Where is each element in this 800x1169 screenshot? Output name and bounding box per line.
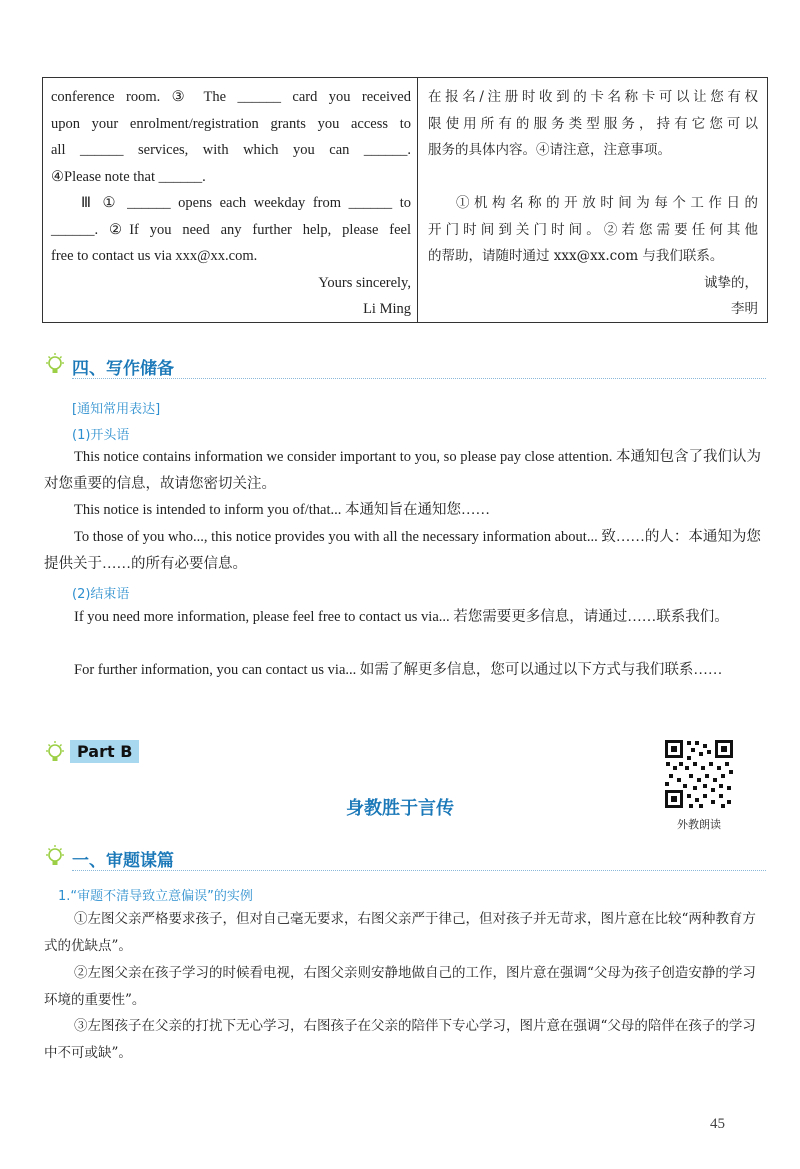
example-subtitle: 1.“审题不清导致立意偏误”的实例 [58, 889, 253, 904]
letter-zh-closing: 诚挚的， [704, 274, 758, 291]
opening-label: (1)开头语 [72, 428, 130, 443]
letter-zh-line: ①机构名称的开放时间为每个工作日的 [456, 195, 758, 211]
paragraph: If you need more information, please feel free to contact us via... 若您需要更多信息，请通过……联系我们。 [74, 609, 729, 625]
letter-en-line: all ______ services, with which you can ______. [51, 142, 411, 158]
letter-table [42, 77, 768, 323]
paragraph: For further information, you can contact us via... 如需了解更多信息，您可以通过以下方式与我们联系…… [74, 662, 723, 678]
letter-zh-line: 在报名/注册时收到的卡名称卡可以让您有权 [428, 89, 758, 105]
table-divider [417, 78, 418, 322]
lightbulb-icon [44, 352, 66, 378]
letter-en-signature: Li Ming [363, 301, 411, 317]
letter-chinese-column [428, 84, 758, 323]
letter-en-line: ______. ②If you need any further help, please feel [51, 221, 411, 238]
page-number: 45 [710, 1116, 725, 1132]
letter-zh-signature: 李明 [731, 301, 758, 317]
letter-zh-line: 的帮助，请随时通过 xxx@xx.com 与我们联系。 [428, 248, 724, 264]
letter-en-line: free to contact us via xxx@xx.com. [51, 248, 258, 264]
letter-en-line: ④Please note that ______. [51, 168, 206, 185]
letter-zh-line: 服务的具体内容。④请注意，注意事项。 [428, 142, 671, 158]
lightbulb-icon [44, 740, 66, 766]
paragraph: This notice is intended to inform you of/that... 本通知旨在通知您…… [74, 502, 491, 518]
part-b-label: Part B [70, 740, 139, 763]
qr-caption: 外教朗读 [677, 818, 721, 831]
letter-en-line: upon your enrolment/registration grants you access to [51, 115, 411, 132]
section-analysis-heading [44, 844, 766, 872]
paragraph: ②左图父亲在孩子学习的时候看电视，右图父亲则安静地做自己的工作，图片意在强调“父母为孩子创造安静的学习环境的重要性”。 [44, 965, 756, 1008]
closing-label: (2)结束语 [72, 587, 130, 602]
letter-zh-line: 限使用所有的服务类型服务，持有它您可以 [428, 115, 758, 132]
qr-code-icon[interactable] [663, 738, 735, 810]
letter-en-line: Ⅲ ① ______ opens each weekday from ______ to [81, 195, 411, 211]
letter-en-closing: Yours sincerely, [318, 274, 411, 291]
part-b-heading [44, 738, 244, 768]
lightbulb-icon [44, 844, 66, 870]
part-b-title: 身教胜于言传 [346, 798, 454, 819]
letter-english-column [51, 84, 411, 323]
letter-zh-line: 开门时间到关门时间。②若您需要任何其他 [428, 221, 758, 238]
section-title: 四、写作储备 [72, 359, 174, 379]
section-writing-prep-heading [44, 352, 766, 380]
section-title: 一、审题谋篇 [72, 851, 174, 871]
dotted-divider [72, 378, 766, 379]
dotted-divider [72, 870, 766, 871]
notice-expressions-subtitle: [通知常用表达] [72, 402, 161, 417]
paragraph: This notice contains information we consider important to you, so please pay close attention. 本通知包含了我们认为对您重要的信息，故请您密切关注。 [44, 449, 762, 492]
letter-en-line: conference room. ③ The ______ card you received [51, 89, 411, 105]
paragraph: ①左图父亲严格要求孩子，但对自己毫无要求，右图父亲严于律己，但对孩子并无苛求，图片意在比较“两种教育方式的优缺点”。 [44, 911, 756, 954]
paragraph: ③左图孩子在父亲的打扰下无心学习，右图孩子在父亲的陪伴下专心学习，图片意在强调“父母的陪伴在孩子的学习中不可或缺”。 [44, 1018, 756, 1061]
paragraph: To those of you who..., this notice provides you with all the necessary information about... 致……的人：本通知为您提供关于……的所有必要信息。 [44, 529, 761, 572]
